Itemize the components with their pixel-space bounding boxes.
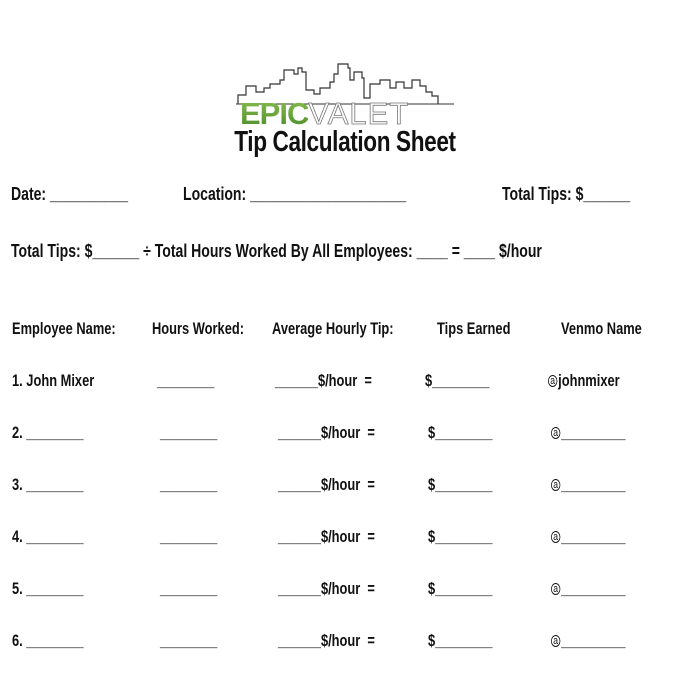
average-tip-cell[interactable]: ______$/hour =	[278, 476, 375, 494]
logo-wordmark	[240, 98, 409, 129]
average-tip-cell[interactable]: ______$/hour =	[278, 424, 375, 442]
at-symbol-icon: a	[548, 375, 557, 387]
at-symbol-icon: a	[551, 531, 560, 543]
at-symbol-icon: a	[551, 583, 560, 595]
venmo-handle: _________	[561, 632, 626, 650]
formula-line: Total Tips: $______ ÷ Total Hours Worked By All Employees: ____ = ____ $/hour	[11, 241, 542, 261]
employee-name-cell[interactable]: 3. ________	[12, 476, 84, 494]
header-employee-name: Employee Name:	[12, 320, 116, 338]
tips-earned-cell[interactable]: $________	[428, 424, 493, 442]
employee-name-cell[interactable]: 1. John Mixer	[12, 372, 95, 390]
at-symbol-icon: a	[551, 479, 560, 491]
total-tips-field[interactable]: Total Tips: $______	[502, 184, 631, 204]
hours-worked-cell[interactable]: ________	[160, 632, 218, 650]
header-venmo-name: Venmo Name	[561, 320, 642, 338]
tips-earned-cell[interactable]: $________	[425, 372, 490, 390]
tips-earned-cell[interactable]: $________	[428, 632, 493, 650]
header-tips-earned: Tips Earned	[437, 320, 511, 338]
epic-valet-logo	[236, 58, 454, 130]
hours-worked-cell[interactable]: ________	[160, 528, 218, 546]
venmo-name-cell[interactable]	[551, 528, 626, 547]
venmo-name-cell[interactable]	[551, 632, 626, 651]
average-tip-cell[interactable]: ______$/hour =	[278, 580, 375, 598]
date-field[interactable]: Date: __________	[11, 184, 129, 204]
average-tip-cell[interactable]: ______$/hour =	[278, 528, 375, 546]
employee-name-cell[interactable]: 4. ________	[12, 528, 84, 546]
hours-worked-cell[interactable]: ________	[157, 372, 215, 390]
at-symbol-icon: a	[551, 427, 560, 439]
average-tip-cell[interactable]: ______$/hour =	[278, 632, 375, 650]
logo-valet-text: VALET	[308, 96, 410, 131]
employee-name-cell[interactable]: 5. ________	[12, 580, 84, 598]
logo-epic-text: EPIC	[240, 96, 309, 131]
venmo-handle: _________	[561, 580, 626, 598]
at-symbol-icon: a	[551, 635, 560, 647]
tips-earned-cell[interactable]: $________	[428, 580, 493, 598]
venmo-name-cell[interactable]	[551, 476, 626, 495]
tips-earned-cell[interactable]: $________	[428, 476, 493, 494]
hours-worked-cell[interactable]: ________	[160, 580, 218, 598]
employee-name-cell[interactable]: 6. ________	[12, 632, 84, 650]
hours-worked-cell[interactable]: ________	[160, 424, 218, 442]
employee-name-cell[interactable]: 2. ________	[12, 424, 84, 442]
venmo-handle: _________	[561, 476, 626, 494]
page-title: Tip Calculation Sheet	[234, 126, 456, 158]
venmo-name-cell[interactable]	[548, 372, 620, 391]
venmo-handle: _________	[561, 424, 626, 442]
header-hours-worked: Hours Worked:	[152, 320, 245, 338]
tips-earned-cell[interactable]: $________	[428, 528, 493, 546]
header-average-hourly-tip: Average Hourly Tip:	[272, 320, 394, 338]
hours-worked-cell[interactable]: ________	[160, 476, 218, 494]
venmo-handle: _________	[561, 528, 626, 546]
location-field[interactable]: Location: ____________________	[183, 184, 407, 204]
venmo-name-cell[interactable]	[551, 424, 626, 443]
average-tip-cell[interactable]: ______$/hour =	[275, 372, 372, 390]
venmo-name-cell[interactable]	[551, 580, 626, 599]
venmo-handle: johnmixer	[558, 372, 620, 390]
